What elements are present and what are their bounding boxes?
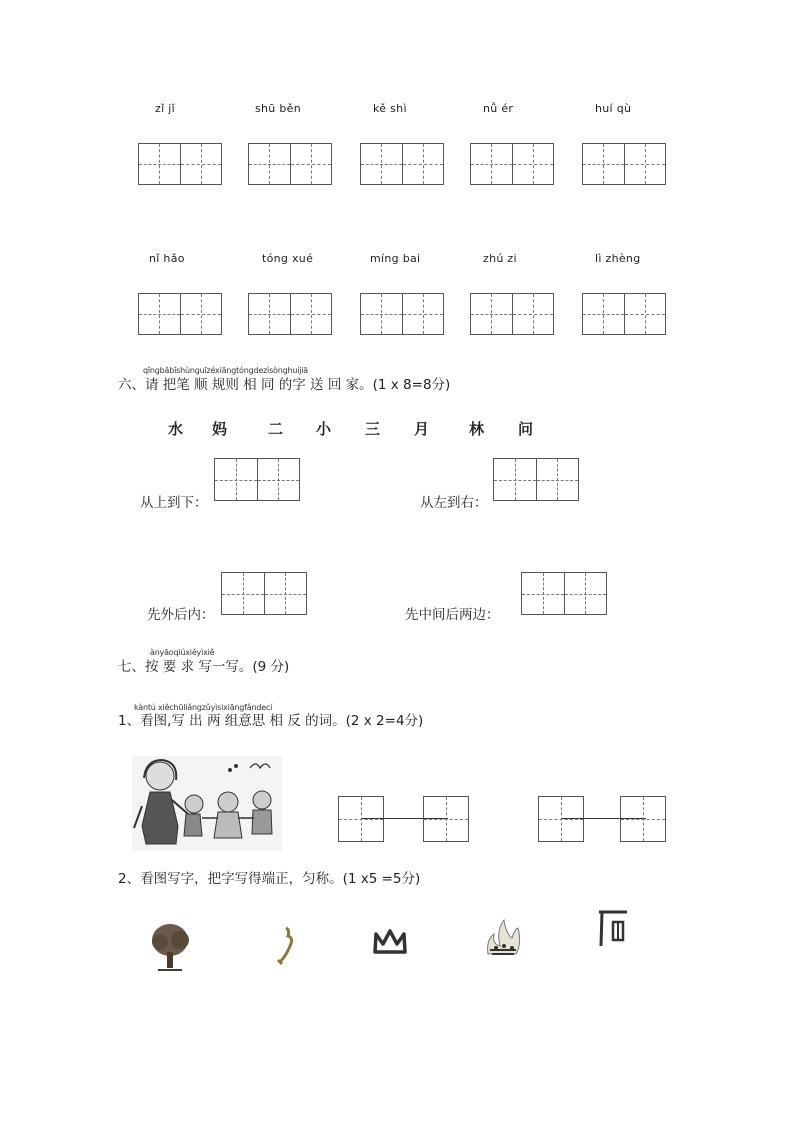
- writing-grid[interactable]: [582, 143, 666, 185]
- writing-grid[interactable]: [360, 143, 444, 185]
- pinyin-label: nǚ ér: [483, 102, 514, 115]
- character: 月: [414, 420, 430, 438]
- writing-grid[interactable]: [248, 293, 332, 335]
- knife-pictograph-icon: [272, 926, 298, 966]
- pinyin-label: lì zhèng: [595, 252, 641, 265]
- character: 小: [316, 420, 332, 438]
- label-top-to-bottom: 从上到下：: [140, 495, 208, 511]
- pinyin-label: huí qù: [595, 102, 632, 115]
- antonym-box-1a[interactable]: [338, 796, 384, 842]
- writing-grid[interactable]: [360, 293, 444, 335]
- writing-grid[interactable]: [138, 143, 222, 185]
- writing-grid[interactable]: [582, 293, 666, 335]
- label-outside-then-inside: 先外后内：: [147, 607, 215, 623]
- pinyin-label: nǐ hǎo: [149, 252, 185, 265]
- character: 问: [518, 420, 534, 438]
- character: 三: [365, 420, 381, 438]
- section7-pinyin: ànyāoqiúxiěyìxiě: [150, 648, 215, 657]
- writing-grid[interactable]: [470, 293, 554, 335]
- antonym-box-2a[interactable]: [538, 796, 584, 842]
- section7-title: 七、按 要 求 写一写。(9 分): [118, 659, 290, 675]
- pinyin-label: tóng xué: [262, 252, 314, 265]
- pinyin-label: kě shì: [373, 102, 407, 115]
- writing-grid[interactable]: [248, 143, 332, 185]
- question1-title: 1、看图,写 出 两 组意思 相 反 的词。(2 x 2=4分): [118, 713, 424, 729]
- writing-grid[interactable]: [138, 293, 222, 335]
- writing-grid-middle-then-sides[interactable]: [521, 572, 607, 615]
- character: 妈: [212, 420, 228, 438]
- section6-title: 六、请 把笔 顺 规则 相 同 的字 送 回 家。(1 x 8=8分): [118, 377, 451, 393]
- mountain-pictograph-icon: [372, 928, 408, 956]
- label-left-to-right: 从左到右：: [420, 495, 488, 511]
- section6-pinyin: qǐngbǎbǐshùnguīzéxiāngtóngdezìsònghuíjiā: [143, 366, 308, 375]
- antonym-box-1b[interactable]: [423, 796, 469, 842]
- writing-grid-outside-then-inside[interactable]: [221, 572, 307, 615]
- question2-title: 2、看图写字，把字写得端正，匀称。(1 x5 =5分): [118, 871, 421, 887]
- door-pictograph-icon: [596, 908, 630, 948]
- tree-pictograph-icon: [148, 920, 192, 972]
- pinyin-label: zǐ jǐ: [155, 102, 175, 115]
- writing-grid-top-to-bottom[interactable]: [214, 458, 300, 501]
- antonym-box-2b[interactable]: [620, 796, 666, 842]
- character: 二: [268, 420, 284, 438]
- pinyin-label: zhú zi: [483, 252, 517, 265]
- writing-grid[interactable]: [470, 143, 554, 185]
- pinyin-label: shū běn: [255, 102, 301, 115]
- fire-pictograph-icon: [482, 910, 524, 958]
- question1-pinyin: kàntú xiěchūliǎngzǔyìsixiāngfǎndecí: [134, 703, 273, 712]
- character: 水: [168, 420, 184, 438]
- label-middle-then-sides: 先中间后两边：: [405, 607, 500, 623]
- character: 林: [469, 420, 485, 438]
- mother-children-illustration: [132, 756, 282, 851]
- pinyin-label: míng bai: [370, 252, 421, 265]
- writing-grid-left-to-right[interactable]: [493, 458, 579, 501]
